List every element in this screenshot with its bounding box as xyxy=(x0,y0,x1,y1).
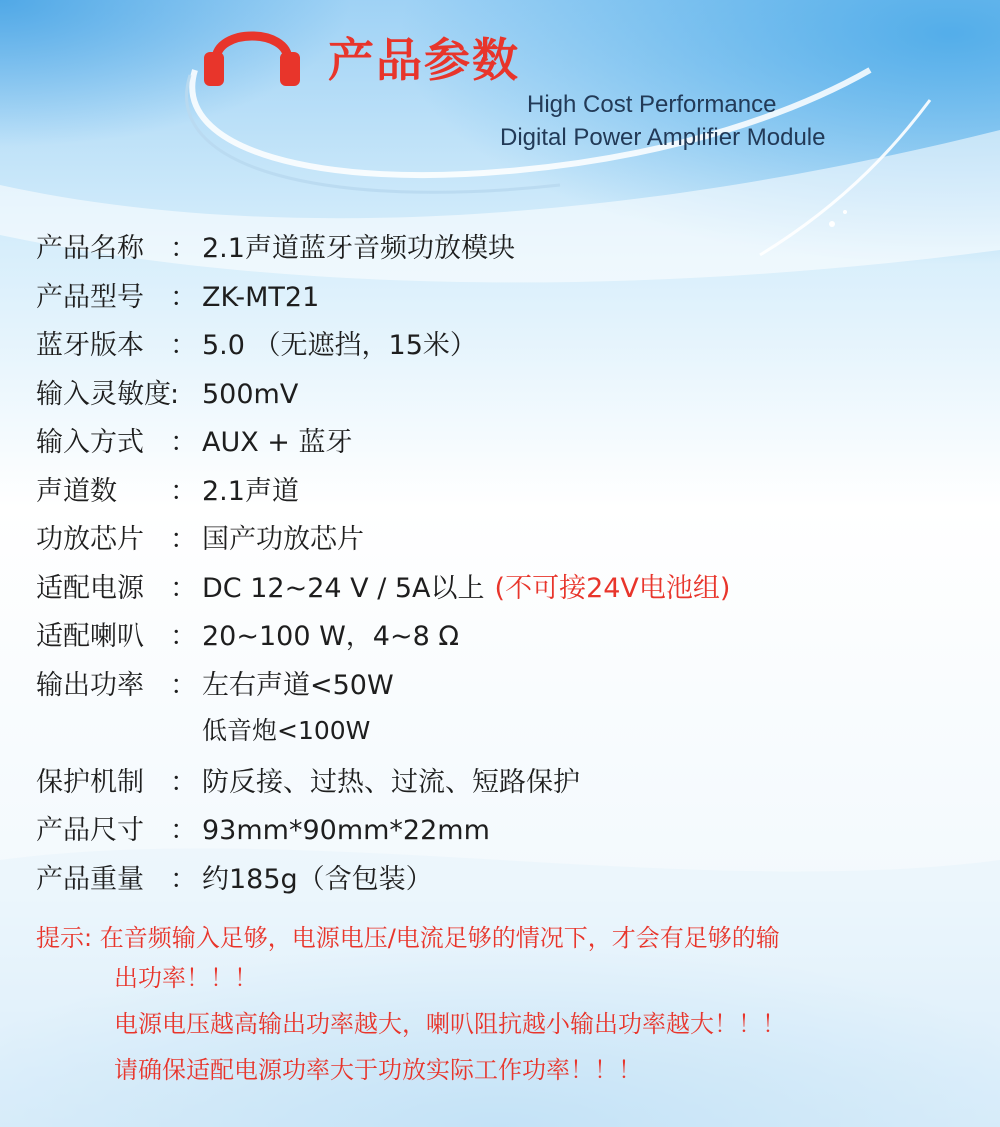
spec-colon: ： xyxy=(170,281,197,313)
spec-colon: ： xyxy=(170,427,197,458)
spec-row-output-power xyxy=(36,663,976,712)
spec-row-input-mode xyxy=(36,420,976,469)
spec-row-dimensions xyxy=(36,808,976,857)
spec-value: 左右声道<50W xyxy=(202,669,394,701)
spec-colon: ： xyxy=(170,621,197,652)
spec-value: ZK-MT21 xyxy=(202,281,320,313)
spec-value: 约185g（含包装） xyxy=(202,863,433,895)
spec-row-output-power-subwoofer xyxy=(36,711,976,760)
spec-colon: : xyxy=(170,378,180,410)
headphones-icon xyxy=(196,8,308,90)
spec-row-speaker xyxy=(36,614,976,663)
spec-label: 产品尺寸 xyxy=(36,815,144,846)
spec-colon: ： xyxy=(170,815,197,846)
spec-value: 20~100 W，4~8 Ω xyxy=(202,621,459,652)
spec-label: 适配电源 xyxy=(36,572,144,604)
spec-row-input-sensitivity xyxy=(36,372,976,421)
spec-row-weight xyxy=(36,857,976,906)
note-line-4: 请确保适配电源功率大于功放实际工作功率！！！ xyxy=(114,1056,642,1084)
spec-label: 输入方式 xyxy=(36,427,144,458)
spec-colon: ： xyxy=(170,572,197,604)
spec-row-amp-chip xyxy=(36,517,976,566)
spec-row-product-name xyxy=(36,226,976,275)
spec-label: 功放芯片 xyxy=(36,524,144,555)
spec-value: AUX + 蓝牙 xyxy=(202,427,353,458)
spec-label: 产品重量 xyxy=(36,863,144,895)
spec-value: DC 12~24 V / 5A以上 xyxy=(202,572,485,604)
page-title: 产品参数 xyxy=(328,33,520,87)
spec-label: 输入灵敏度 xyxy=(36,378,171,410)
spec-warning: (不可接24V电池组) xyxy=(494,572,731,604)
note-prefix: 提示: xyxy=(36,924,100,952)
spec-value: 5.0 （无遮挡，15米） xyxy=(202,330,477,361)
spec-value: 防反接、过热、过流、短路保护 xyxy=(202,766,580,798)
spec-label: 输出功率 xyxy=(36,669,144,701)
spec-row-bluetooth-version xyxy=(36,323,976,372)
note-line-2: 出功率！！！ xyxy=(114,964,258,992)
spec-colon: ： xyxy=(170,330,197,361)
spec-colon: ： xyxy=(170,233,197,264)
spec-label: 蓝牙版本 xyxy=(36,330,144,361)
spec-row-model xyxy=(36,275,976,324)
spec-value: 2.1声道蓝牙音频功放模块 xyxy=(202,233,515,264)
spec-colon: ： xyxy=(170,766,197,798)
spec-label: 声道数 xyxy=(36,475,117,507)
spec-value: 低音炮<100W xyxy=(202,716,371,745)
subtitle-line-1: High Cost Performance xyxy=(527,91,777,118)
note-line-3: 电源电压越高输出功率越大，喇叭阻抗越小输出功率越大！！！ xyxy=(114,1010,786,1038)
spec-colon: ： xyxy=(170,863,197,895)
subtitle-line-2: Digital Power Amplifier Module xyxy=(500,124,826,151)
note-line-1 xyxy=(36,918,976,958)
spec-list xyxy=(36,226,976,905)
spec-label: 保护机制 xyxy=(36,766,144,798)
spec-row-channels xyxy=(36,469,976,518)
spec-row-power-supply xyxy=(36,566,976,615)
spec-colon: ： xyxy=(170,475,197,507)
spec-row-protection xyxy=(36,760,976,809)
spec-label: 适配喇叭 xyxy=(36,621,144,652)
spec-label: 产品名称 xyxy=(36,233,144,264)
spec-value: 国产功放芯片 xyxy=(202,524,364,555)
notes-block xyxy=(36,918,976,1090)
spec-value: 2.1声道 xyxy=(202,475,299,507)
note-text: 在音频输入足够，电源电压/电流足够的情况下，才会有足够的输 xyxy=(99,924,780,952)
spec-value: 93mm*90mm*22mm xyxy=(202,815,490,846)
spec-colon: ： xyxy=(170,669,197,701)
spec-value: 500mV xyxy=(202,378,299,410)
spec-colon: ： xyxy=(170,524,197,555)
spec-label: 产品型号 xyxy=(36,281,144,313)
